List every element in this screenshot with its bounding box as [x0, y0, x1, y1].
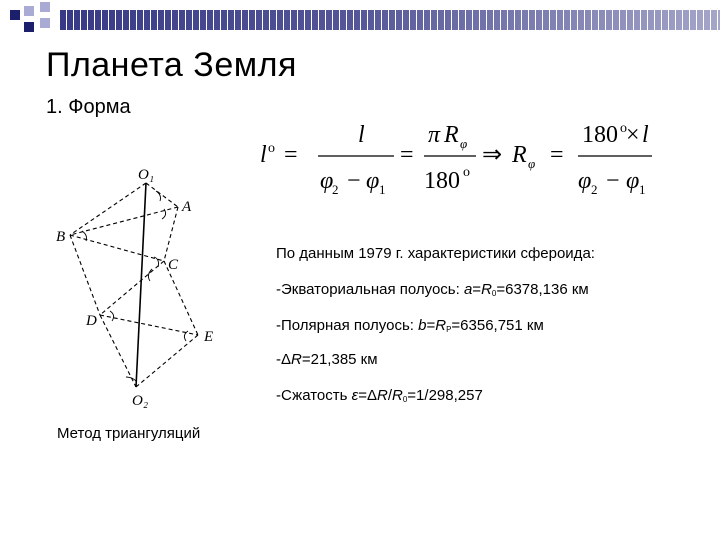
triangulation-diagram	[52, 165, 242, 420]
info-heading: По данным 1979 г. характеристики сфероида:	[276, 245, 595, 262]
slide-subtitle: 1. Форма	[46, 96, 131, 118]
formula-l: l	[260, 142, 267, 168]
formula-sub: 1	[379, 182, 386, 197]
formula-pi: π	[428, 122, 441, 148]
formula-180: 180	[582, 122, 618, 148]
header-square-dark	[10, 10, 20, 20]
arc-length-formula	[260, 112, 680, 212]
formula-equals: =	[284, 142, 298, 168]
slide-title: Планета Земля	[46, 46, 297, 84]
delta-r: -ΔR=21,385 км	[276, 351, 378, 368]
point-label-e: E	[204, 329, 214, 345]
polar-semi-axis: -Полярная полуось: $b=R_P=6356,751$ км	[276, 317, 544, 334]
formula-sub: 2	[591, 182, 598, 197]
formula-R: R	[512, 142, 527, 168]
formula-phi: φ	[366, 168, 380, 194]
formula-180: 180	[424, 168, 460, 194]
header-square-light	[40, 2, 50, 12]
formula-degree: о	[620, 121, 627, 136]
formula-degree: о	[268, 141, 275, 156]
formula-numerator-l: l	[358, 122, 365, 148]
diagram-caption: Метод триангуляций	[57, 425, 201, 442]
formula-minus: −	[347, 168, 361, 194]
header-square-dark	[24, 22, 34, 32]
formula-implies: ⇒	[482, 142, 503, 168]
point-label-d: D	[86, 313, 97, 329]
formula-sub: 2	[332, 182, 339, 197]
formula-R: R	[444, 122, 459, 148]
formula-phi: φ	[578, 168, 592, 194]
formula-phi: φ	[320, 168, 334, 194]
formula-times: ×	[626, 122, 640, 148]
formula-numerator-l: l	[642, 122, 649, 148]
point-label-o2: O₂	[132, 393, 149, 409]
formula-sub: 1	[639, 182, 646, 197]
formula-equals: =	[400, 142, 414, 168]
slide-header-decoration	[0, 0, 720, 40]
equatorial-semi-axis: -Экваториальная полуось: $a=R_0=6378,136$ км	[276, 281, 589, 298]
point-label-o1: O₁	[138, 167, 155, 183]
flattening: -Сжатость $\varepsilon=\Delta R/R_0=1/298,257$	[276, 387, 483, 404]
point-label-c: C	[168, 257, 179, 273]
point-label-a: A	[182, 199, 192, 215]
formula-equals: =	[550, 142, 564, 168]
formula-minus: −	[606, 168, 620, 194]
triangulation-svg	[52, 165, 242, 420]
formula-degree: о	[463, 165, 470, 180]
meridian-line	[136, 183, 146, 387]
header-square-light	[40, 18, 50, 28]
formula-svg	[260, 112, 680, 212]
formula-sub-phi: φ	[460, 136, 468, 151]
header-square-light	[24, 6, 34, 16]
point-label-b: B	[56, 229, 66, 245]
formula-phi: φ	[626, 168, 640, 194]
formula-sub-phi: φ	[528, 156, 536, 171]
